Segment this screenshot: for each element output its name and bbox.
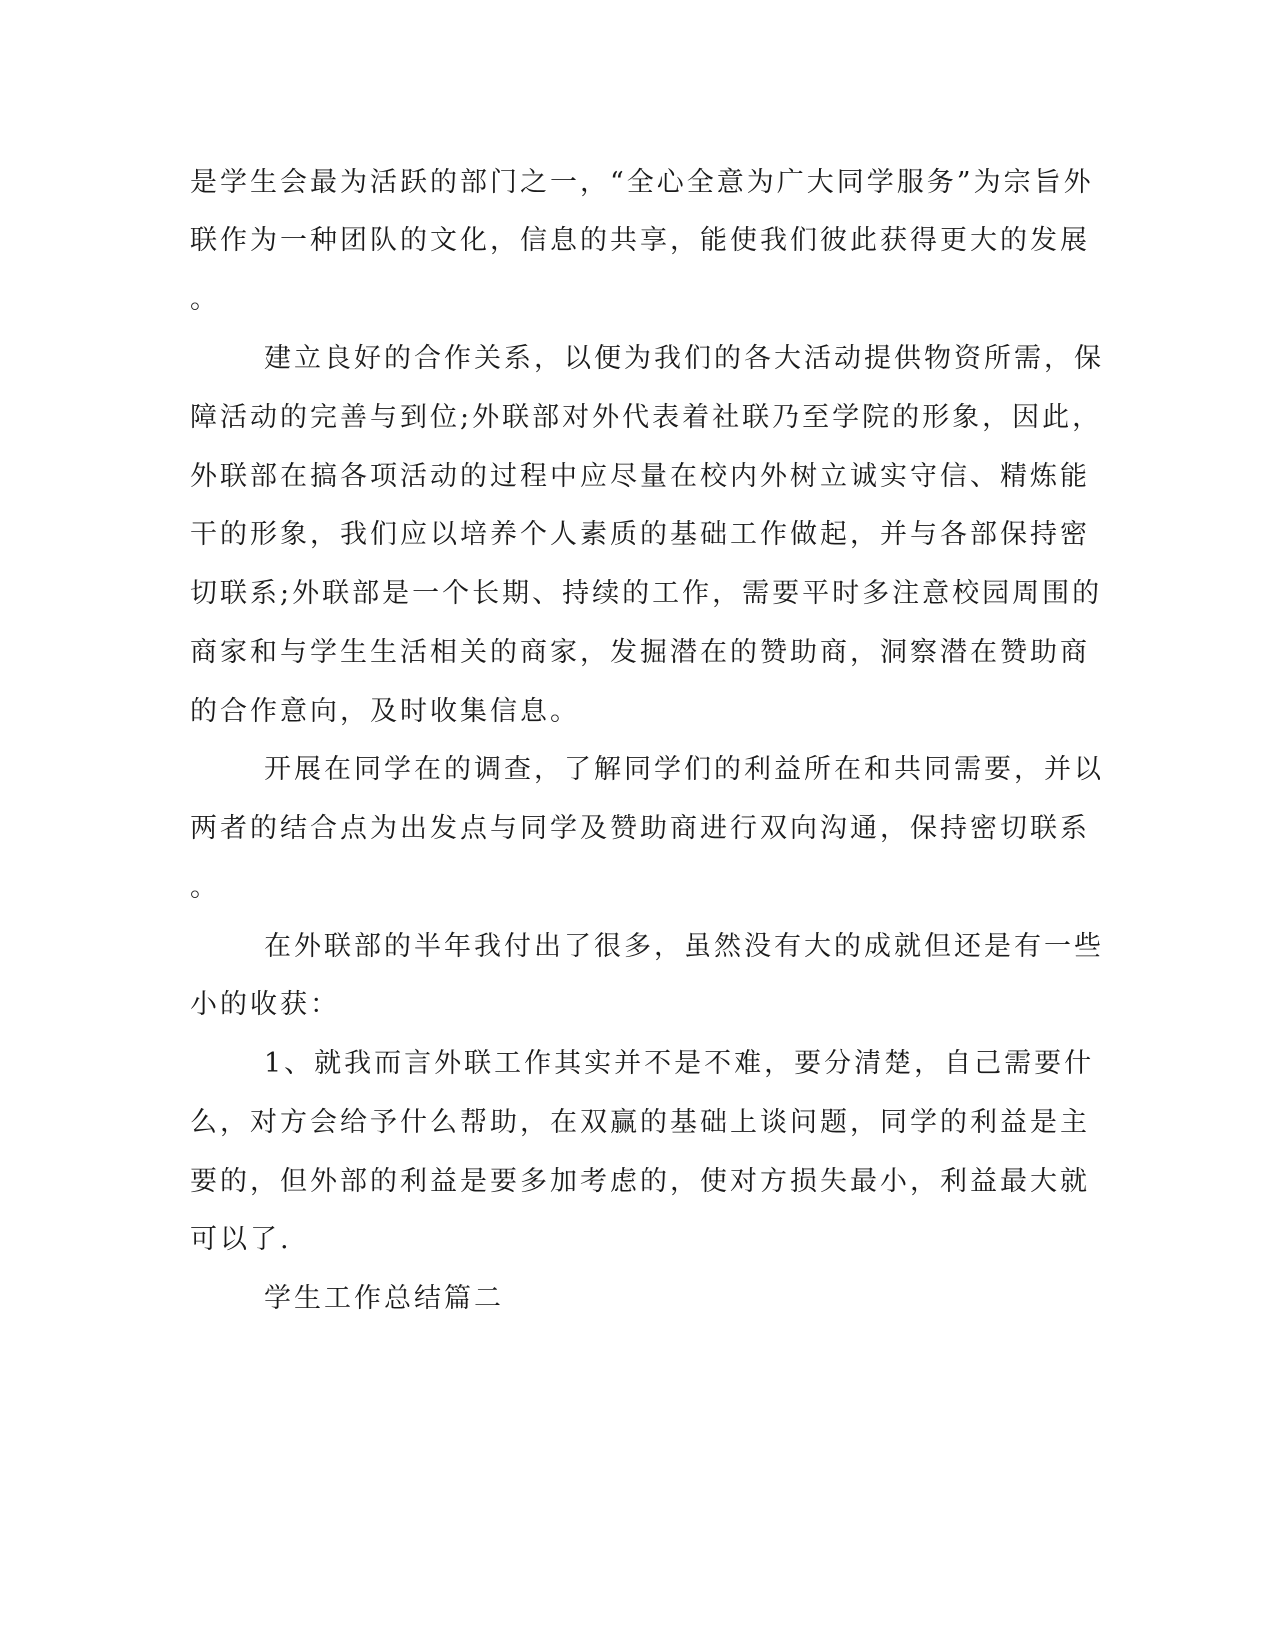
text-line: 的合作意向，及时收集信息。 [190,696,580,727]
section-heading: 学生工作总结篇二 [264,1283,504,1314]
text-line: 外联部在搞各项活动的过程中应尽量在校内外树立诚实守信、精炼能 [190,461,1090,492]
text-line: 。 [190,284,220,315]
text-line: 么，对方会给予什么帮助，在双赢的基础上谈问题，同学的利益是主 [190,1107,1090,1138]
text-line: 要的，但外部的利益是要多加考虑的，使对方损失最小，利益最大就 [190,1166,1090,1197]
text-line: 可以了. [190,1224,292,1255]
text-line: 障活动的完善与到位;外联部对外代表着社联乃至学院的形象，因此， [190,402,1103,433]
text-line: 建立良好的合作关系，以便为我们的各大活动提供物资所需，保 [264,343,1104,374]
text-line: 小的收获： [190,989,340,1020]
text-line: 商家和与学生生活相关的商家，发掘潜在的赞助商，洞察潜在赞助商 [190,637,1090,668]
text-line: 干的形象，我们应以培养个人素质的基础工作做起，并与各部保持密 [190,519,1090,550]
text-line: 开展在同学在的调查，了解同学们的利益所在和共同需要，并以 [264,754,1104,785]
text-line: 。 [190,872,220,903]
text-line: 在外联部的半年我付出了很多，虽然没有大的成就但还是有一些 [264,931,1104,962]
text-line: 是学生会最为活跃的部门之一，“全心全意为广大同学服务”为宗旨外 [190,167,1094,198]
text-line: 切联系;外联部是一个长期、持续的工作，需要平时多注意校园周围的 [190,578,1103,609]
text-line: 两者的结合点为出发点与同学及赞助商进行双向沟通，保持密切联系 [190,813,1090,844]
text-line: 联作为一种团队的文化，信息的共享，能使我们彼此获得更大的发展 [190,225,1090,256]
text-line: 1、就我而言外联工作其实并不是不难，要分清楚，自己需要什 [264,1048,1095,1079]
